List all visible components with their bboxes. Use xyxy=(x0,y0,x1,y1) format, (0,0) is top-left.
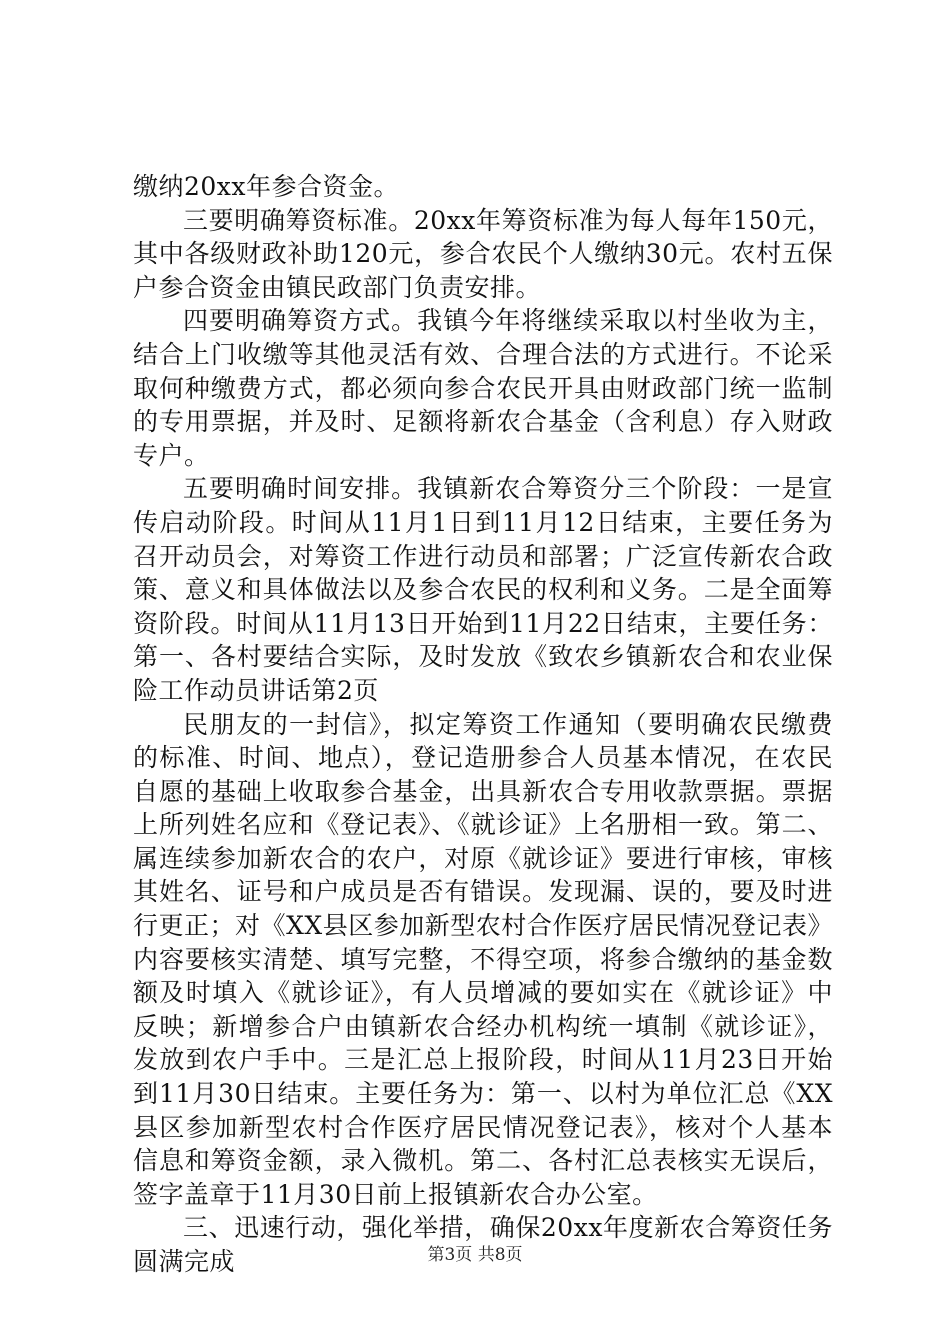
paragraph-continuation: 缴纳20xx年参合资金。 xyxy=(133,172,400,201)
paragraph-funding-method: 四要明确筹资方式。我镇今年将继续采取以村坐收为主，结合上门收缴等其他灵活有效、合理合法的方式进行。不论采取何种缴费方式，都必须向参合农民开具由财政部门统一监制的专用票据，并及时、足额将新农合基金（含利息）存入财政专户。 xyxy=(133,306,833,470)
section-heading-three: 三、迅速行动，强化举措，确保20xx年度新农合筹资任务圆满完成 xyxy=(133,1213,833,1276)
document-body xyxy=(133,170,833,1279)
paragraph-letter-details: 民朋友的一封信》，拟定筹资工作通知（要明确农民缴费的标准、时间、地点），登记造册参合人员基本情况，在农民自愿的基础上收取参合基金，出具新农合专用收款票据。票据上所列姓名应和《登记表》、《就诊证》上名册相一致。第二、属连续参加新农合的农户，对原《就诊证》要进行审核，审核其姓名、证号和户成员是否有错误。发现漏、误的，要及时进行更正；对《XX县区参加新型农村合作医疗居民情况登记表》内容要核实清楚、填写完整，不得空项，将参合缴纳的基金数额及时填入《就诊证》，有人员增减的要如实在《就诊证》中反映；新增参合户由镇新农合经办机构统一填制《就诊证》，发放到农户手中。三是汇总上报阶段，时间从11月23日开始到11月30日结束。主要任务为：第一、以村为单位汇总《XX县区参加新型农村合作医疗居民情况登记表》，核对个人基本信息和筹资金额，录入微机。第二、各村汇总表核实无误后，签字盖章于11月30日前上报镇新农合办公室。 xyxy=(133,709,833,1209)
page-footer: 第3页 共8页 xyxy=(427,1245,523,1265)
paragraph-time-schedule: 五要明确时间安排。我镇新农合筹资分三个阶段：一是宣传启动阶段。时间从11月1日到11月12日结束，主要任务为召开动员会，对筹资工作进行动员和部署；广泛宣传新农合政策、意义和具体做法以及参合农民的权利和义务。二是全面筹资阶段。时间从11月13日开始到11月22日结束，主要任务：第一、各村要结合实际，及时发放《致农乡镇新农合和农业保险工作动员讲话第2页 xyxy=(133,474,833,705)
paragraph-funding-standard: 三要明确筹资标准。20xx年筹资标准为每人每年150元，其中各级财政补助120元，参合农民个人缴纳30元。农村五保户参合资金由镇民政部门负责安排。 xyxy=(133,205,833,302)
